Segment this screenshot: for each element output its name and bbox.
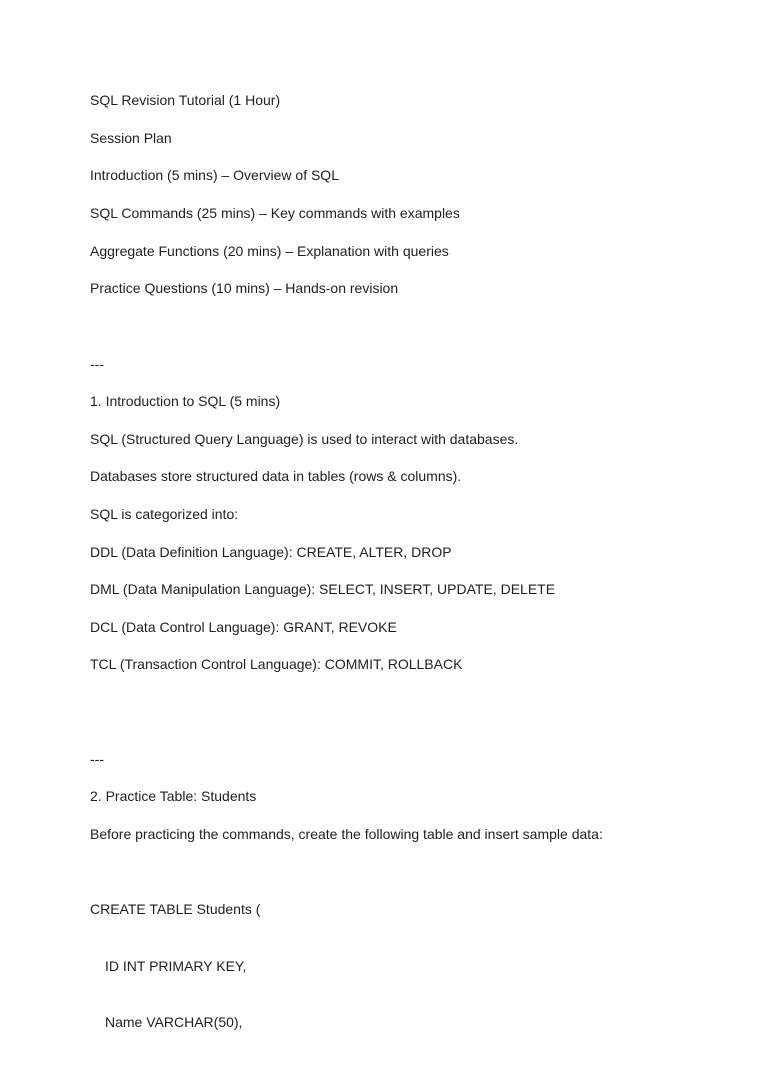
session-plan-heading: Session Plan xyxy=(90,130,172,146)
session-plan-item: SQL Commands (25 mins) – Key commands with examples xyxy=(90,205,460,221)
code-line: ID INT PRIMARY KEY, xyxy=(105,957,247,974)
section-separator: --- xyxy=(90,751,104,767)
sql-category-dcl: DCL (Data Control Language): GRANT, REVOKE xyxy=(90,619,397,635)
section1-heading: 1. Introduction to SQL (5 mins) xyxy=(90,393,281,409)
sql-category-ddl: DDL (Data Definition Language): CREATE, ALTER, DROP xyxy=(90,544,452,560)
session-plan-item: Aggregate Functions (20 mins) – Explanation with queries xyxy=(90,243,449,259)
code-line: Name VARCHAR(50), xyxy=(105,1013,243,1030)
section-separator: --- xyxy=(90,356,104,372)
document-title: SQL Revision Tutorial (1 Hour) xyxy=(90,92,281,108)
session-plan-item: Practice Questions (10 mins) – Hands-on revision xyxy=(90,280,399,296)
sql-category-tcl: TCL (Transaction Control Language): COMMIT, ROLLBACK xyxy=(90,656,463,672)
session-plan-item: Introduction (5 mins) – Overview of SQL xyxy=(90,167,339,183)
section1-paragraph: SQL is categorized into: xyxy=(90,506,239,522)
create-table-code-block xyxy=(90,863,260,1069)
code-line: CREATE TABLE Students ( xyxy=(90,901,261,918)
section2-heading: 2. Practice Table: Students xyxy=(90,788,257,804)
section1-paragraph: Databases store structured data in tables (rows & columns). xyxy=(90,468,462,484)
section1-paragraph: SQL (Structured Query Language) is used to interact with databases. xyxy=(90,431,519,447)
sql-category-dml: DML (Data Manipulation Language): SELECT, INSERT, UPDATE, DELETE xyxy=(90,581,556,597)
section2-intro: Before practicing the commands, create the following table and insert sample data: xyxy=(90,826,603,842)
